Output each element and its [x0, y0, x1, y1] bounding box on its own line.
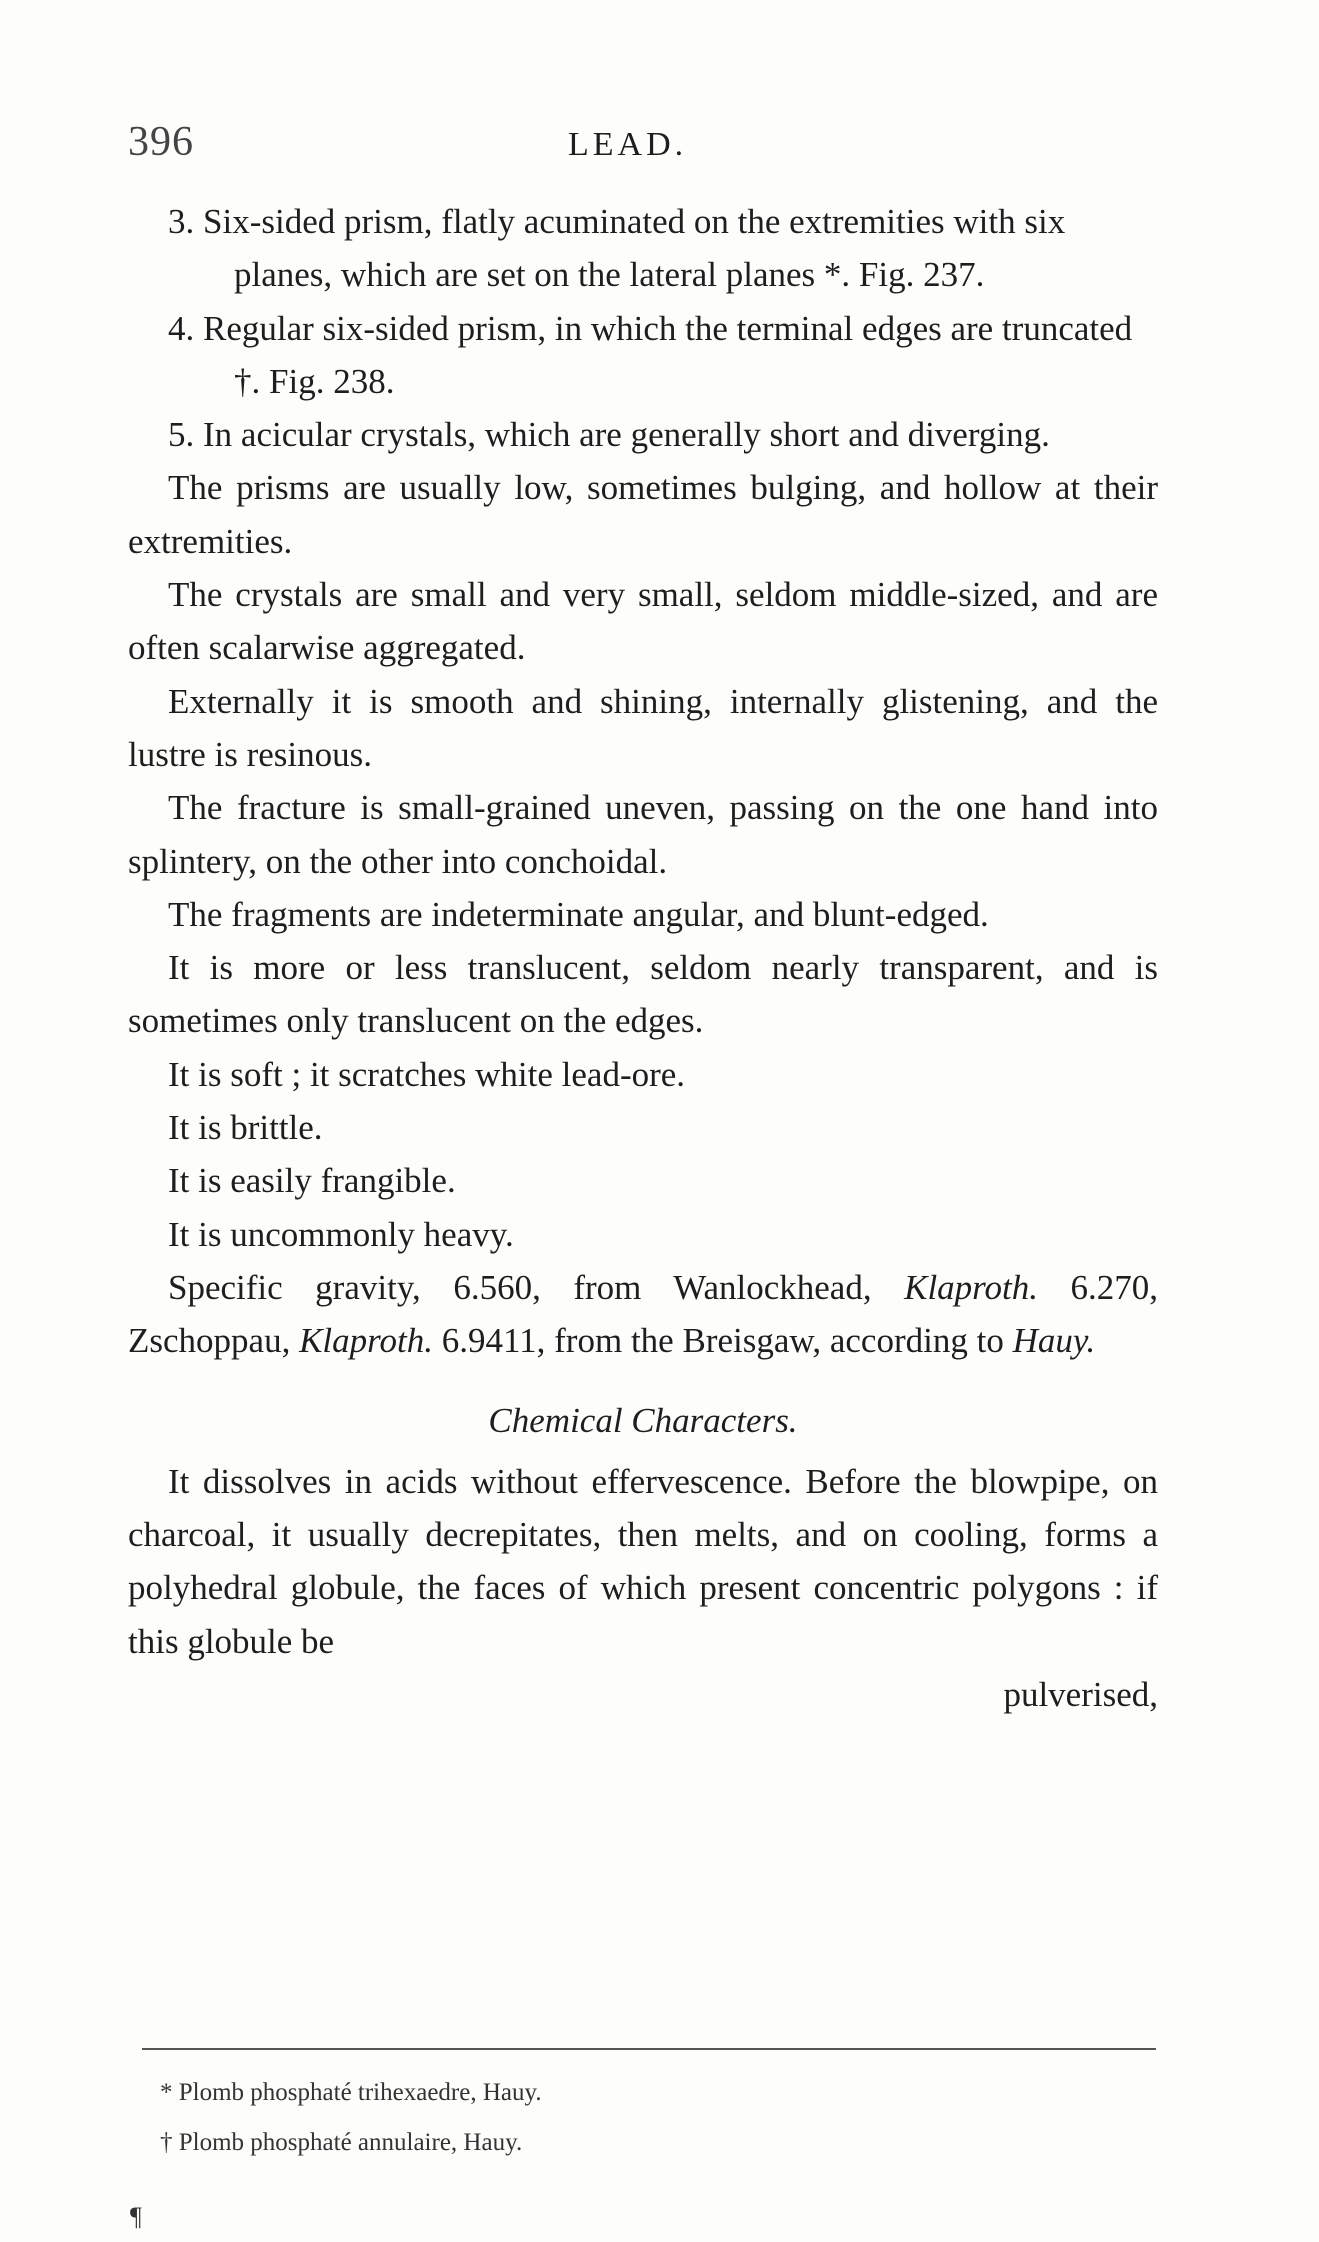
- list-item: [128, 195, 1158, 302]
- list-item-text: Six-sided prism, flatly acuminated on the extremities with six planes, which are set on the lateral planes *. Fig. 237.: [203, 202, 1066, 295]
- list-item-text: Regular six-sided prism, in which the terminal edges are truncated †. Fig. 238.: [203, 308, 1133, 401]
- paragraph: The fragments are indeterminate angular, and blunt-edged.: [168, 894, 989, 934]
- paragraph: It is brittle.: [168, 1108, 323, 1148]
- author-citation: Klaproth.: [904, 1267, 1038, 1307]
- author-citation: Klaproth.: [299, 1321, 433, 1361]
- paragraph: It dissolves in acids without effervescence. Before the blowpipe, on charcoal, it usually decrepitates, then melts, and on cooling, forms a polyhedral globule, the faces of which present concentric polygons : if this globule be: [128, 1461, 1158, 1661]
- list-item-number: 5.: [168, 415, 195, 455]
- footnote-divider: [142, 2048, 1156, 2050]
- catchword: pulverised,: [1003, 1675, 1158, 1715]
- page-header: [128, 118, 1168, 168]
- specific-gravity-paragraph: [128, 1261, 1158, 1368]
- gravity-text: 6.270, Zschoppau,: [128, 1267, 1158, 1361]
- list-item-number: 3.: [168, 202, 195, 241]
- author-citation: Hauy.: [1012, 1321, 1096, 1361]
- body-text: [128, 195, 1158, 1721]
- paragraph: It is more or less translucent, seldom nearly transparent, and is sometimes only translucent on the edges.: [128, 948, 1158, 1041]
- running-head: LEAD.: [568, 126, 688, 163]
- signature-mark: ¶: [130, 2202, 142, 2231]
- paragraph: It is soft ; it scratches white lead-ore.: [168, 1054, 686, 1094]
- footnote: * Plomb phosphaté trihexaedre, Hauy.: [160, 2079, 542, 2106]
- page-number: 396: [128, 119, 194, 165]
- footnotes: [160, 2068, 1160, 2168]
- paragraph: The crystals are small and very small, seldom middle-sized, and are often scalarwise aggregated.: [128, 575, 1158, 668]
- list-item: [128, 408, 1158, 461]
- paragraph: It is easily frangible.: [168, 1161, 456, 1201]
- footnote: † Plomb phosphaté annulaire, Hauy.: [160, 2129, 523, 2156]
- paragraph: The prisms are usually low, sometimes bulging, and hollow at their extremities.: [128, 468, 1158, 561]
- paragraph: It is uncommonly heavy.: [168, 1214, 514, 1254]
- list-item: [128, 302, 1158, 409]
- section-heading: Chemical Characters.: [488, 1400, 798, 1440]
- list-item-text: In acicular crystals, which are generally short and diverging.: [203, 415, 1050, 455]
- gravity-text: Specific gravity, 6.560, from Wanlockhead,: [168, 1267, 905, 1307]
- paragraph: The fracture is small-grained uneven, passing on the one hand into splintery, on the other into conchoidal.: [128, 788, 1158, 881]
- list-item-number: 4.: [168, 308, 195, 348]
- gravity-text: 6.9411, from the Breisgaw, according to: [432, 1321, 1013, 1361]
- paragraph: Externally it is smooth and shining, internally glistening, and the lustre is resinous.: [128, 681, 1158, 774]
